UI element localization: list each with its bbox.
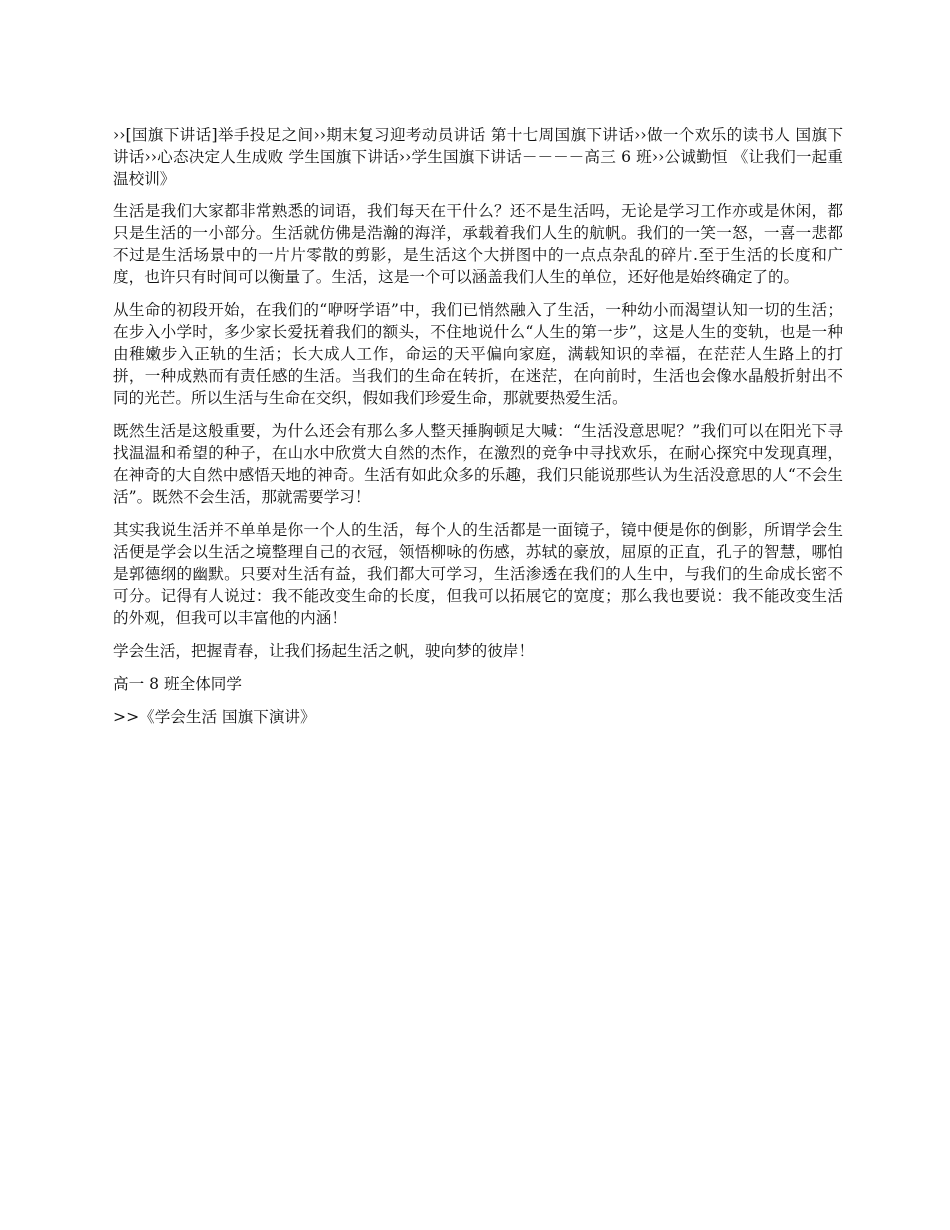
document-page [113,124,843,739]
body-paragraph-2: 从生命的初段开始，在我们的“咿呀学语”中，我们已悄然融入了生活，一种幼小而渴望认知一切的生活；在步入小学时，多少家长爱抚着我们的额头，不住地说什么“人生的第一步”，这是人生的变轨，也是一种由稚嫩步入正轨的生活；长大成人工作，命运的天平偏向家庭，满载知识的幸福，在茫茫人生路上的打拼，一种成熟而有责任感的生活。当我们的生命在转折，在迷茫，在向前时，生活也会像水晶般折射出不同的光芒。所以生活与生命在交织，假如我们珍爱生命，那就要热爱生活。 [113,301,843,407]
body-paragraph-4: 其实我说生活并不单单是你一个人的生活，每个人的生活都是一面镜子，镜中便是你的倒影，所谓学会生活便是学会以生活之境整理自己的衣冠，领悟柳咏的伤感，苏轼的豪放，屈原的正直，孔子的智慧，哪怕是郭德纲的幽默。只要对生活有益，我们都大可学习，生活渗透在我们的人生中，与我们的生命成长密不可分。记得有人说过：我不能改变生命的长度，但我可以拓展它的宽度；那么我也要说：我不能改变生活的外观，但我可以丰富他的内涵！ [113,521,843,627]
signature: 高一 8 班全体同学 [113,675,242,693]
footer-link[interactable]: >>《学会生活 国旗下演讲》 [113,708,316,726]
body-paragraph-5: 学会生活，把握青春，让我们扬起生活之帆，驶向梦的彼岸！ [113,642,535,660]
body-paragraph-1: 生活是我们大家都非常熟悉的词语，我们每天在干什么？还不是生活吗，无论是学习工作亦或是休闲，都只是生活的一小部分。生活就仿佛是浩瀚的海洋，承载着我们人生的航帆。我们的一笑一怒，一喜一悲都不过是生活场景中的一片片零散的剪影，是生活这个大拼图中的一点点杂乱的碎片.至于生活的长度和广度，也许只有时间可以衡量了。生活，这是一个可以涵盖我们人生的单位，还好他是始终确定了的。 [113,202,843,286]
body-paragraph-3: 既然生活是这般重要，为什么还会有那么多人整天捶胸顿足大喊：“生活没意思呢？”我们可以在阳光下寻找温温和希望的种子，在山水中欣赏大自然的杰作，在激烈的竞争中寻找欢乐，在耐心探究中发现真理，在神奇的大自然中感悟天地的神奇。生活有如此众多的乐趣，我们只能说那些认为生活没意思的人“不会生活”。既然不会生活，那就需要学习！ [113,422,843,506]
related-links[interactable]: ››[国旗下讲话]举手投足之间››期末复习迎考动员讲话 第十七周国旗下讲话››做一个欢乐的读书人 国旗下讲话››心态决定人生成败 学生国旗下讲话››学生国旗下讲话－－－－高三 6 班››公诚勤恒 《让我们一起重温校训》 [113,126,843,188]
